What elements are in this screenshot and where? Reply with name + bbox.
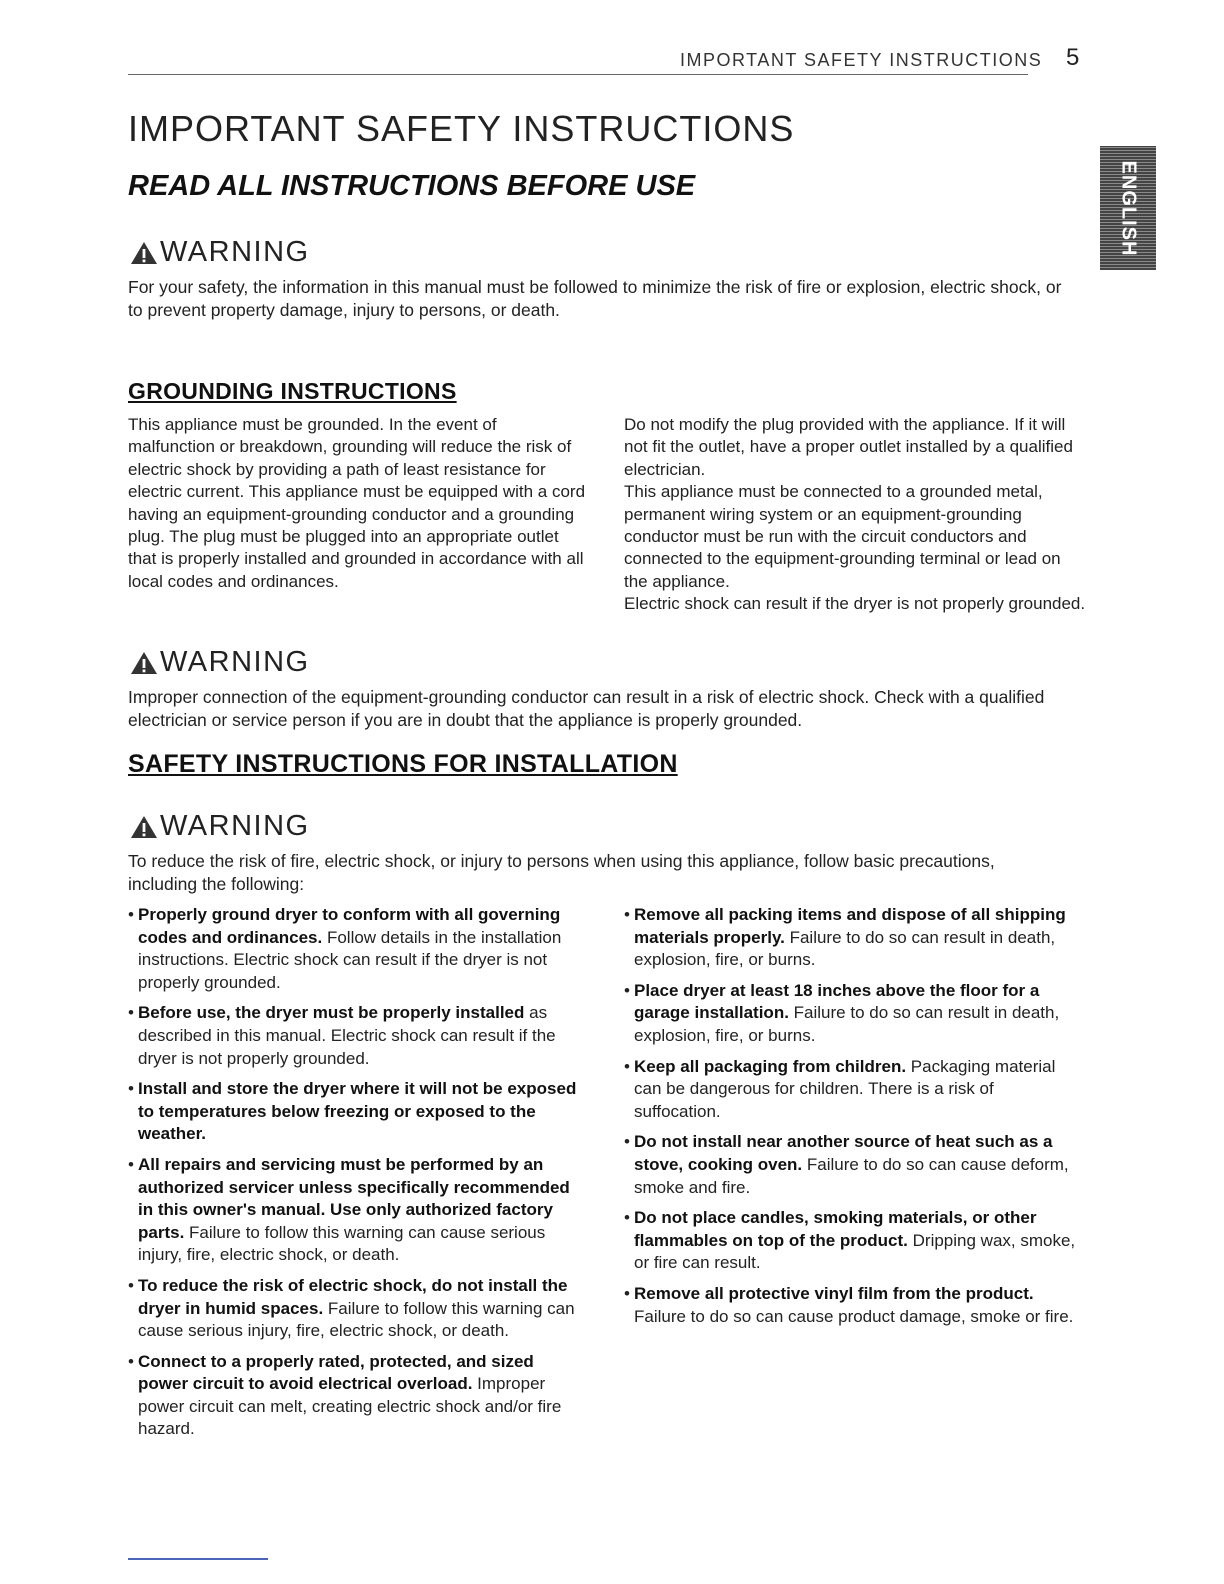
warning-label: WARNING	[160, 236, 310, 268]
list-item	[128, 1351, 588, 1441]
running-header: IMPORTANT SAFETY INSTRUCTIONS	[680, 50, 1043, 70]
grounding-heading: GROUNDING INSTRUCTIONS	[128, 378, 457, 404]
installation-right-list	[624, 904, 1080, 1336]
item-text: Failure to follow this warning can cause serious injury, fire, electric shock, or death.	[138, 1222, 546, 1265]
page-number: 5	[1066, 44, 1080, 71]
item-bold-text: Connect to a properly rated, protected, and sized power circuit to avoid electrical overload.	[138, 1351, 534, 1394]
item-bold-text: Before use, the dryer must be properly installed	[138, 1003, 525, 1023]
item-bold-text: Remove all protective vinyl film from the product.	[634, 1283, 1034, 1303]
item-bold-text: To reduce the risk of electric shock, do not install the dryer in humid spaces.	[138, 1275, 568, 1318]
header-divider	[128, 74, 1028, 75]
item-text: Improper power circuit can melt, creating electric shock and/or fire hazard.	[138, 1374, 562, 1439]
grounding-right-column	[624, 414, 1086, 616]
item-bold-text: All repairs and servicing must be performed by an authorized servicer unless specifically recommended in this owner's manual. Use only authorized factory parts.	[138, 1154, 570, 1242]
list-item	[624, 1131, 1080, 1199]
item-text: Failure to do so can cause deform, smoke and fire.	[634, 1154, 1069, 1197]
grounding-right-text-2: This appliance must be connected to a grounded metal, permanent wiring system or an equipment-grounding conductor must be run with the circuit conductors and connected to the equipment-grounding terminal or lead on the appliance.	[624, 482, 1061, 591]
language-tab	[1100, 146, 1156, 270]
item-text: Follow details in the installation instructions. Electric shock can result if the dryer is not properly grounded.	[138, 927, 562, 992]
list-item	[624, 1056, 1080, 1124]
item-bold-text: Keep all packaging from children.	[634, 1056, 907, 1076]
installation-heading: SAFETY INSTRUCTIONS FOR INSTALLATION	[128, 750, 678, 778]
footer-rule	[128, 1558, 268, 1560]
list-item	[128, 904, 588, 994]
item-text: Dripping wax, smoke, or fire can result.	[634, 1230, 1076, 1273]
warning-triangle-icon	[130, 815, 158, 839]
list-item	[624, 1283, 1080, 1328]
warning-label: WARNING	[160, 646, 310, 678]
item-bold-text: Properly ground dryer to conform with all governing codes and ordinances.	[138, 905, 561, 947]
warning-text-2: Improper connection of the equipment-grounding conductor can result in a risk of electric shock. Check with a qualified electrician or service person if you are in doubt that the appliance is properly grounded.	[128, 687, 1045, 730]
item-bold-text: Place dryer at least 18 inches above the floor for a garage installation.	[634, 980, 1040, 1023]
list-item	[128, 1154, 588, 1267]
list-item	[624, 1207, 1080, 1275]
warning-heading-3	[130, 810, 310, 843]
installation-intro: To reduce the risk of fire, electric shock, or injury to persons when using this appliance, follow basic precautions, including the following:	[128, 851, 995, 894]
installation-left-list	[128, 904, 588, 1449]
warning-label: WARNING	[160, 810, 310, 842]
warning-heading-2	[130, 646, 310, 679]
page-title: IMPORTANT SAFETY INSTRUCTIONS	[128, 108, 795, 149]
grounding-right-text-3: Electric shock can result if the dryer is not properly grounded.	[624, 594, 1086, 614]
list-item	[624, 980, 1080, 1048]
warning-triangle-icon	[130, 651, 158, 675]
warning-heading-1	[130, 236, 310, 269]
item-text: Failure to do so can result in death, explosion, fire, or burns.	[634, 1003, 1060, 1045]
item-bold-text: Install and store the dryer where it will not be exposed to temperatures below freezing or exposed to the weather.	[138, 1079, 577, 1144]
grounding-left-column	[128, 414, 588, 593]
list-item	[128, 1078, 588, 1146]
warning-text-1: For your safety, the information in this manual must be followed to minimize the risk of fire or explosion, electric shock, or to prevent property damage, injury to persons, or death.	[128, 277, 1062, 320]
item-bold-text: Do not place candles, smoking materials, or other flammables on top of the product.	[634, 1208, 1037, 1250]
item-text: Failure to do so can cause product damage, smoke or fire.	[634, 1306, 1074, 1326]
grounding-right-text-1: Do not modify the plug provided with the appliance. If it will not fit the outlet, have a proper outlet installed by a qualified electrician.	[624, 415, 1073, 479]
list-item	[128, 1275, 588, 1343]
item-text: as described in this manual. Electric shock can result if the dryer is not properly grounded.	[138, 1003, 556, 1068]
item-bold-text: Remove all packing items and dispose of all shipping materials properly.	[634, 905, 1066, 947]
item-text: Failure to do so can result in death, explosion, fire, or burns.	[634, 927, 1056, 970]
item-text: Packaging material can be dangerous for children. There is a risk of suffocation.	[634, 1056, 1056, 1121]
page-subtitle: READ ALL INSTRUCTIONS BEFORE USE	[128, 170, 696, 202]
item-text: Failure to follow this warning can cause serious injury, fire, electric shock, or death.	[138, 1298, 575, 1341]
list-item	[128, 1002, 588, 1070]
language-tab-label: ENGLISH	[1117, 160, 1140, 256]
item-bold-text: Do not install near another source of heat such as a stove, cooking oven.	[634, 1132, 1053, 1174]
warning-triangle-icon	[130, 241, 158, 265]
grounding-left-text: This appliance must be grounded. In the event of malfunction or breakdown, grounding will reduce the risk of electric shock by providing a path of least resistance for electric current. This appliance must be equipped with a cord having an equipment-grounding conductor and a grounding plug. The plug must be plugged into an appropriate outlet that is properly installed and grounded in accordance with all local codes and ordinances.	[128, 415, 586, 591]
list-item	[624, 904, 1080, 972]
